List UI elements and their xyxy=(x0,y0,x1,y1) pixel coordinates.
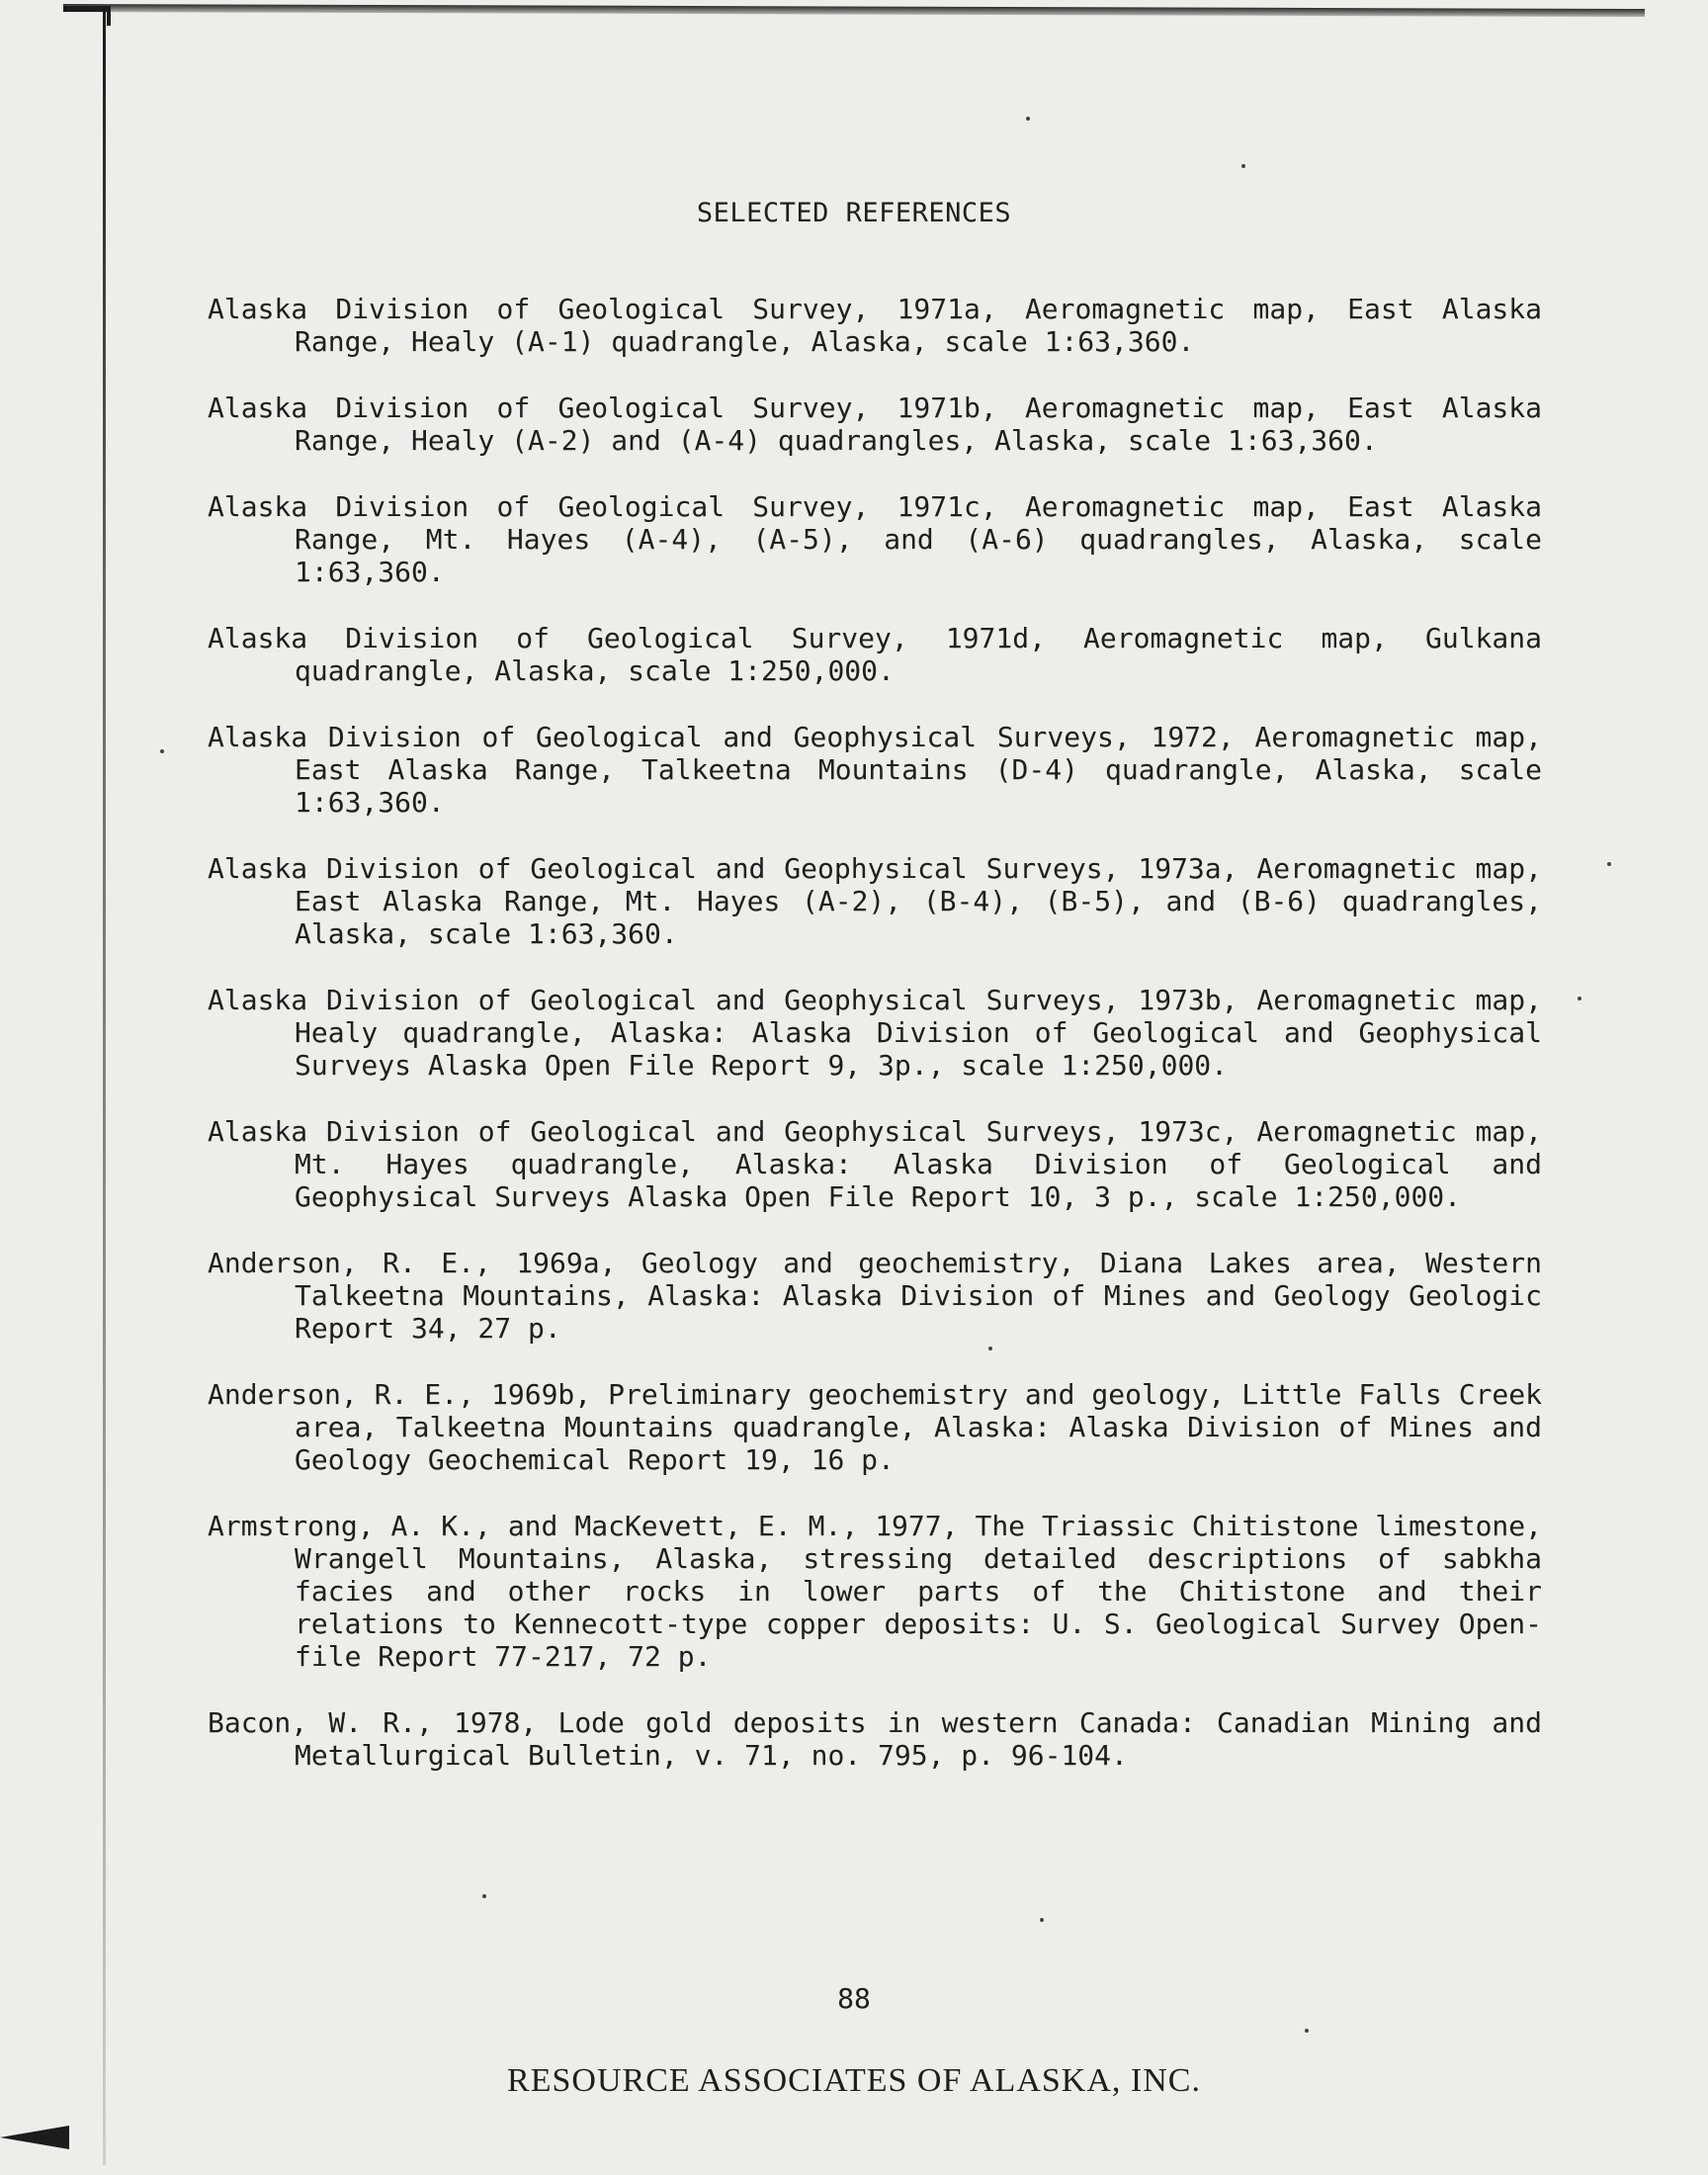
reference-item: Alaska Division of Geological and Geophysical Surveys, 1973a, Aeromagnetic map, East Alaska Range, Mt. Hayes (A-2), (B-4), (B-5), and (B-6) quadrangles, Alaska, scale 1:63,360. xyxy=(208,852,1542,950)
page-title: SELECTED REFERENCES xyxy=(696,198,1012,228)
reference-item: Armstrong, A. K., and MacKevett, E. M., 1977, The Triassic Chitistone limestone, Wrangell Mountains, Alaska, stressing detailed descriptions of sabkha facies and other rocks in lower parts of the Chitistone and their relations to Kennecott-type copper deposits: U. S. Geological Survey Open-file Report 77-217, 72 p. xyxy=(208,1510,1542,1673)
reference-item: Alaska Division of Geological Survey, 1971d, Aeromagnetic map, Gulkana quadrangle, Alaska, scale 1:250,000. xyxy=(208,622,1542,687)
reference-item: Alaska Division of Geological Survey, 1971a, Aeromagnetic map, East Alaska Range, Healy (A-1) quadrangle, Alaska, scale 1:63,360. xyxy=(208,293,1542,358)
footer-organization: RESOURCE ASSOCIATES OF ALASKA, INC. xyxy=(507,2062,1201,2099)
reference-item: Anderson, R. E., 1969a, Geology and geochemistry, Diana Lakes area, Western Talkeetna Mountains, Alaska: Alaska Division of Mines and Geology Geologic Report 34, 27 p. xyxy=(208,1247,1542,1345)
scan-speck xyxy=(160,749,164,753)
reference-item: Alaska Division of Geological Survey, 1971c, Aeromagnetic map, East Alaska Range, Mt. Hayes (A-4), (A-5), and (A-6) quadrangles, Alaska, scale 1:63,360. xyxy=(208,490,1542,588)
scan-speck xyxy=(1026,117,1030,121)
scan-speck xyxy=(1578,997,1581,1000)
reference-item: Alaska Division of Geological and Geophysical Surveys, 1973b, Aeromagnetic map, Healy quadrangle, Alaska: Alaska Division of Geological and Geophysical Surveys Alaska Open File Report 9, 3p., scale 1:250,000. xyxy=(208,984,1542,1082)
reference-item: Alaska Division of Geological Survey, 1971b, Aeromagnetic map, East Alaska Range, Healy (A-2) and (A-4) quadrangles, Alaska, scale 1:63,360. xyxy=(208,392,1542,457)
reference-item: Bacon, W. R., 1978, Lode gold deposits in western Canada: Canadian Mining and Metallurgical Bulletin, v. 71, no. 795, p. 96-104. xyxy=(208,1706,1542,1772)
reference-item: Alaska Division of Geological and Geophysical Surveys, 1972, Aeromagnetic map, East Alaska Range, Talkeetna Mountains (D-4) quadrangle, Alaska, scale 1:63,360. xyxy=(208,721,1542,819)
scan-speck xyxy=(1241,164,1245,168)
scan-speck xyxy=(1305,2029,1309,2033)
corner-mark-top xyxy=(63,6,111,26)
corner-mark-bottom xyxy=(0,2126,69,2149)
scan-speck xyxy=(482,1894,486,1898)
page-number: 88 xyxy=(837,1982,871,2015)
page-edge-shadow-left xyxy=(103,10,106,2165)
page-edge-shadow-top xyxy=(63,4,1645,17)
reference-list xyxy=(208,293,1542,1805)
reference-item: Anderson, R. E., 1969b, Preliminary geochemistry and geology, Little Falls Creek area, Talkeetna Mountains quadrangle, Alaska: Alaska Division of Mines and Geology Geochemical Report 19, 16 p. xyxy=(208,1378,1542,1476)
scan-speck xyxy=(1607,862,1611,866)
reference-item: Alaska Division of Geological and Geophysical Surveys, 1973c, Aeromagnetic map, Mt. Hayes quadrangle, Alaska: Alaska Division of Geological and Geophysical Surveys Alaska Open File Report 10, 3 p., scale 1:250,000. xyxy=(208,1115,1542,1213)
scan-speck xyxy=(1040,1918,1044,1922)
